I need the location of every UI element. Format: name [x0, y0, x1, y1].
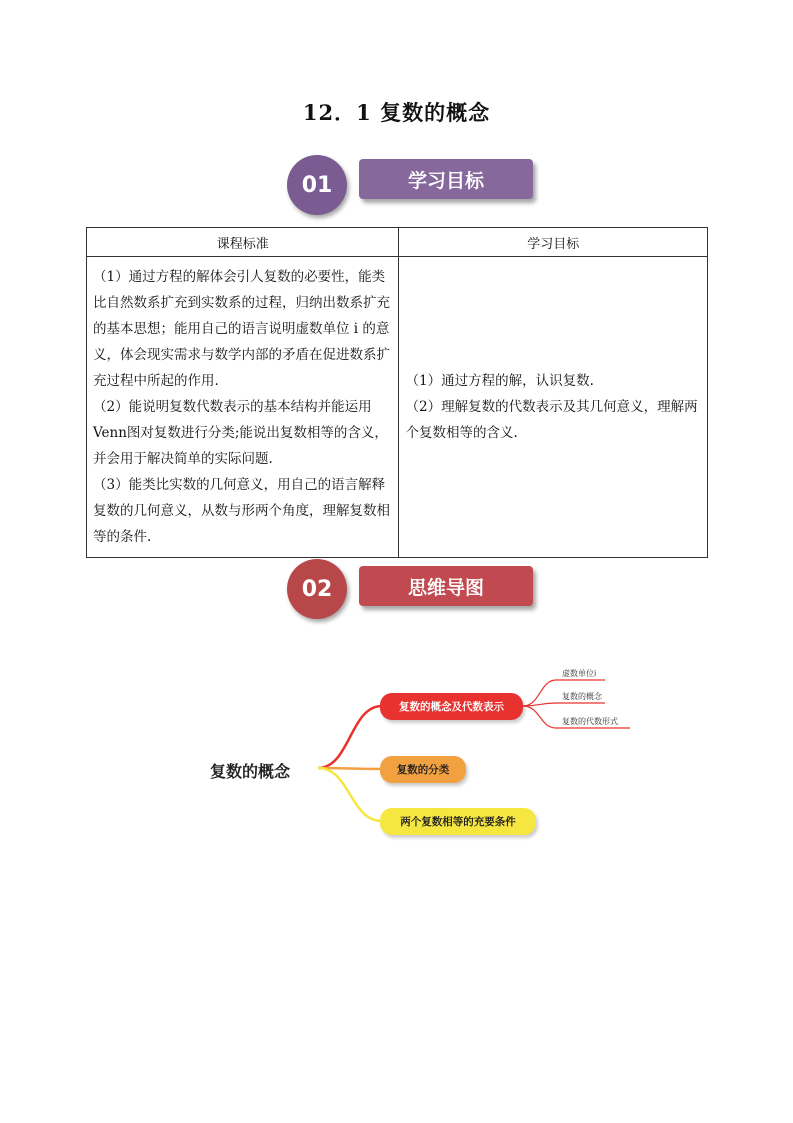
- connector-leaf: [523, 703, 605, 706]
- objective-item: （1）通过方程的解，认识复数.: [405, 373, 594, 389]
- table-header: 课程标准: [87, 228, 399, 257]
- mindmap-branch: 复数的概念及代数表示: [380, 693, 523, 720]
- section-title: 思维导图: [359, 566, 533, 606]
- table-header: 学习目标: [399, 228, 708, 257]
- connector-yellow: [318, 768, 382, 821]
- table-header-row: [87, 228, 708, 257]
- table-row: [87, 257, 708, 558]
- mindmap-leaf: 虚数单位i: [562, 669, 597, 678]
- mindmap-leaf: 复数的代数形式: [562, 717, 618, 726]
- page-title: 12．1 复数的概念: [302, 100, 491, 125]
- section-header-objectives: [287, 155, 537, 219]
- section-header-mindmap: [287, 559, 537, 623]
- objective-item: （2）理解复数的代数表示及其几何意义，理解两个复数相等的含义.: [405, 399, 698, 441]
- standard-item: （1）通过方程的解体会引人复数的必要性，能类比自然数系扩充到实数系的过程，归纳出数系扩充的基本思想；能用自己的语言说明虚数单位 i 的意义，体会现实需求与数学内部的矛盾在促进数系扩充过程中所起的作用.: [93, 269, 390, 389]
- mindmap-leaf: 复数的概念: [562, 692, 602, 701]
- goals-table: [86, 227, 708, 558]
- mindmap-branch: 两个复数相等的充要条件: [380, 808, 536, 835]
- standard-item: （2）能说明复数代数表示的基本结构并能运用Venn图对复数进行分类;能说出复数相等的含义，并会用于解决简单的实际问题.: [93, 399, 388, 467]
- mindmap-branch: 复数的分类: [380, 756, 466, 783]
- connector-red: [318, 706, 382, 768]
- section-number-badge: 01: [287, 155, 347, 215]
- mindmap-root: 复数的概念: [210, 762, 291, 781]
- curriculum-standards-cell: [87, 257, 399, 558]
- section-title: 学习目标: [359, 159, 533, 199]
- connector-orange: [318, 768, 382, 769]
- learning-objectives-cell: [399, 257, 708, 558]
- section-number-badge: 02: [287, 559, 347, 619]
- standard-item: （3）能类比实数的几何意义，用自己的语言解释复数的几何意义，从数与形两个角度，理解复数相等的条件.: [93, 477, 390, 545]
